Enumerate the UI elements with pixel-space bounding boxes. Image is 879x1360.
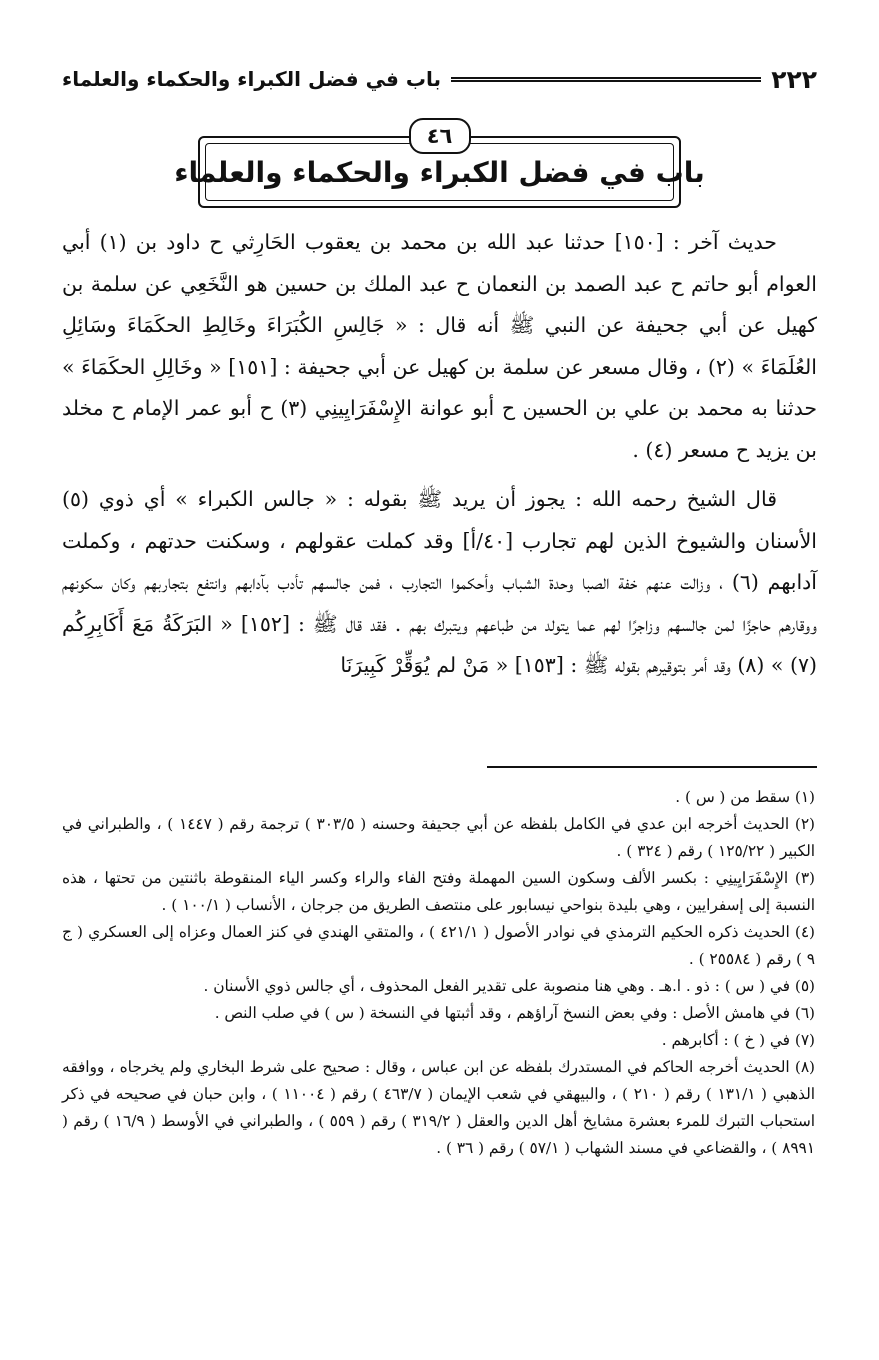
footnote: (٨) الحديث أخرجه الحاكم في المستدرك بلفظه عن ابن عباس ، وقال : صحيح على شرط البخاري ولم يخرجاه ، ووافقه الذهبي ( ١٣١/١ ) رقم ( ٢١٠ ) ، والبيهقي في شعب الإيمان ( ٤٦٣/٧ ) رقم ( ١١٠٠٤ ) ، وابن حبان في صحيحه في ذكر استحباب التبرك للمرء بعشرة مشايخ أهل الدين والعقل ( ٣١٩/٢ ) رقم ( ٥٥٩ ) ، والطبراني في الأوسط ( ١٦/٩ ) رقم ( ٨٩٩١ ) ، والقضاعي في مسند الشهاب ( ٥٧/١ ) رقم ( ٣٦ ) . [62, 1058, 815, 1157]
running-title: باب في فضل الكبراء والحكماء والعلماء [62, 67, 441, 91]
paragraph-hadith: حديث آخر : [١٥٠] حدثنا عبد الله بن محمد بن يعقوب الحَارِثي ح داود بن (١) أبي العوام أبو حاتم ح عبد الصمد بن النعمان ح عبد الملك بن حسين هو النَّخَعِي عن سلمة بن كهيل عن أبي جحيفة عن النبي ﷺ أنه قال : « جَالِسِ الكُبَرَاءَ وخَالِطِ الحكَمَاءَ وسَائِلِ العُلَمَاءَ » (٢) ، وقال مسعر عن سلمة بن كهيل عن أبي جحيفة : [١٥١] « وخَالِلِ الحكَمَاءَ » حدثنا به محمد بن علي بن الحسين ح أبو عوانة الإِسْفَرَايِينِي (٣) ح أبو عمر الإمام ح مخلد بن يزيد ح مسعر (٤) . [62, 230, 818, 462]
footnote: (٢) الحديث أخرجه ابن عدي في الكامل بلفظه عن أبي جحيفة وحسنه ( ٣٠٣/٥ ) ترجمة رقم ( ١٤٤٧ ) ، والطبراني في الكبير ( ١٢٥/٢٢ ) رقم ( ٣٢٤ ) . [62, 815, 816, 860]
footnote: (٧) في ( خ ) : أكابرهم . [661, 1031, 815, 1049]
footnote: (١) سقط من ( س ) . [675, 788, 815, 806]
footnote: (٥) في ( س ) : ذو . ا.هـ . وهي هنا منصوبة على تقدير الفعل المحذوف ، أي جالس ذوي الأسنان . [203, 977, 815, 995]
chapter-number-badge: ٤٦ [409, 118, 471, 154]
page-number: ٢٢٢ [771, 64, 817, 94]
footnote: (٣) الإِسْفَرَايِينِي : بكسر الألف وسكون السين المهملة وفتح الفاء والراء وكسر الياء المنقوطة باثنتين من تحتها ، هذه النسبة إلى إسفرايين ، وهي بليدة بنواحي نيسابور على منتصف الطريق من جرجان ، الأنساب ( ١٠٠/١ ) . [62, 869, 815, 914]
page-header [62, 62, 817, 96]
footnote: (٤) الحديث ذكره الحكيم الترمذي في نوادر الأصول ( ٤٢١/١ ) ، والمتقي الهندي في كنز العمال وعزاه إلى العسكري ( ج ٩ ) رقم ( ٢٥٥٨٤ ) . [62, 923, 815, 968]
footnotes [62, 784, 815, 1162]
main-text [62, 222, 817, 687]
paragraph-commentary: قال الشيخ رحمه الله : يجوز أن يريد ﷺ بقوله : « جالس الكبراء » أي ذوي (٥) الأسنان والشيوخ الذين لهم تجارب [٤٠/أ] وقد كملت عقولهم ، وسكنت حدتهم ، وكملت آدابهم (٦) ، وزالت عنهم خفة الصبا وحدة الشباب وأحكموا التجارب ، فمن جالسهم تأدب بآدابهم وانتفع بتجاربهم وكان سكونهم ووقارهم حاجزًا لمن جالسهم وزاجرًا لهم عما يتولد من طباعهم ويتبرك بهم . فقد قال ﷺ : [١٥٢] « البَرَكَةُ مَعَ أَكَابِرِكُم (٧) » (٨) وقد أمر بتوقيرهم بقوله ﷺ : [١٥٣] « مَنْ لم يُوَقِّرْ كَبِيرَنَا [62, 487, 817, 677]
chapter-heading [174, 118, 705, 208]
header-divider [451, 77, 761, 82]
footnote-divider [487, 766, 817, 768]
chapter-title: باب في فضل الكبراء والحكماء والعلماء [174, 155, 705, 189]
footnote: (٦) في هامش الأصل : وفي بعض النسخ آراؤهم ، وقد أثبتها في النسخة ( س ) في صلب النص . [214, 1004, 815, 1022]
